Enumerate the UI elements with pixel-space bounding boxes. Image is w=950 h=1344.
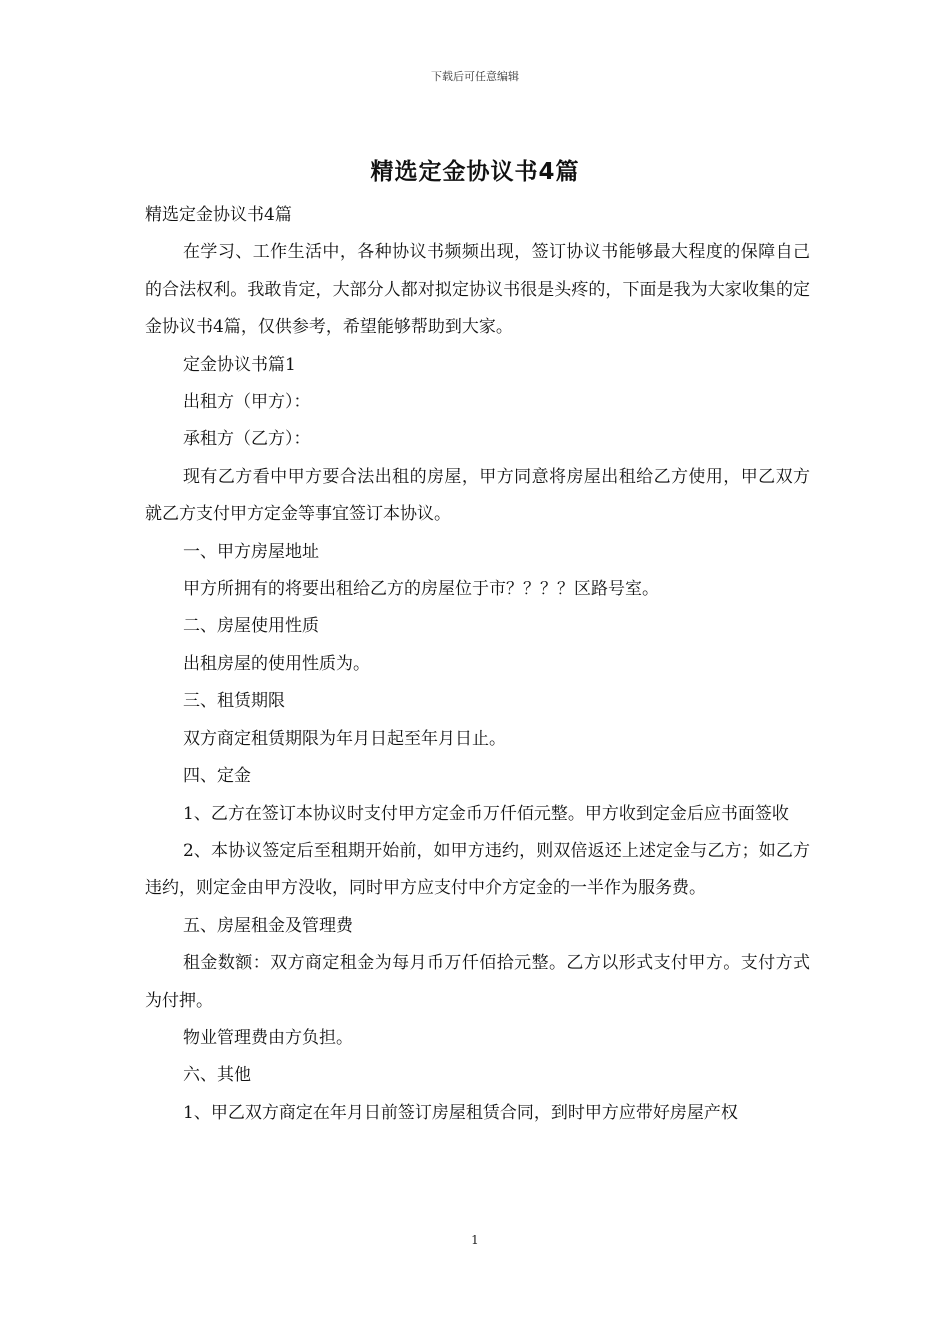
section-heading: 定金协议书篇1 [183, 354, 296, 375]
body-paragraph: 双方商定租赁期限为年月日起至年月日止。 [183, 728, 506, 749]
clause-heading: 四、定金 [183, 766, 251, 787]
header-note: 下载后可任意编辑 [431, 70, 519, 83]
clause-heading: 五、房屋租金及管理费 [183, 915, 353, 936]
body-paragraph: 出租房屋的使用性质为。 [183, 653, 370, 674]
body-paragraph: 现有乙方看中甲方要合法出租的房屋，甲方同意将房屋出租给乙方使用，甲乙双方就乙方支付甲方定金等事宜签订本协议。 [145, 466, 810, 525]
intro-paragraph: 在学习、工作生活中，各种协议书频频出现，签订协议书能够最大程度的保障自己的合法权利。我敢肯定，大部分人都对拟定协议书很是头疼的，下面是我为大家收集的定金协议书4篇，仅供参考，希望能够帮助到大家。 [145, 242, 810, 338]
clause-heading: 二、房屋使用性质 [183, 616, 319, 637]
clause-heading: 六、其他 [183, 1065, 251, 1086]
body-paragraph: 1、乙方在签订本协议时支付甲方定金币万仟佰元整。甲方收到定金后应书面签收 [183, 803, 789, 824]
document-title: 精选定金协议书4篇 [370, 159, 580, 185]
page-number: 1 [471, 1233, 479, 1247]
body-paragraph: 物业管理费由方负担。 [183, 1027, 353, 1048]
lessee-line: 承租方（乙方）： [183, 429, 311, 450]
document-body [145, 197, 810, 1132]
body-paragraph: 租金数额：双方商定租金为每月币万仟佰拾元整。乙方以形式支付甲方。支付方式为付押。 [145, 953, 810, 1011]
body-paragraph: 1、甲乙双方商定在年月日前签订房屋租赁合同，到时甲方应带好房屋产权 [183, 1102, 738, 1123]
body-paragraph: 2、本协议签定后至租期开始前，如甲方违约，则双倍返还上述定金与乙方；如乙方违约，则定金由甲方没收，同时甲方应支付中介方定金的一半作为服务费。 [145, 840, 810, 899]
lessor-line: 出租方（甲方）： [183, 392, 311, 413]
clause-heading: 三、租赁期限 [183, 691, 285, 712]
subtitle-paragraph: 精选定金协议书4篇 [145, 205, 292, 225]
body-paragraph: 甲方所拥有的将要出租给乙方的房屋位于市？？？？区路号室。 [183, 579, 659, 600]
clause-heading: 一、甲方房屋地址 [183, 541, 319, 562]
